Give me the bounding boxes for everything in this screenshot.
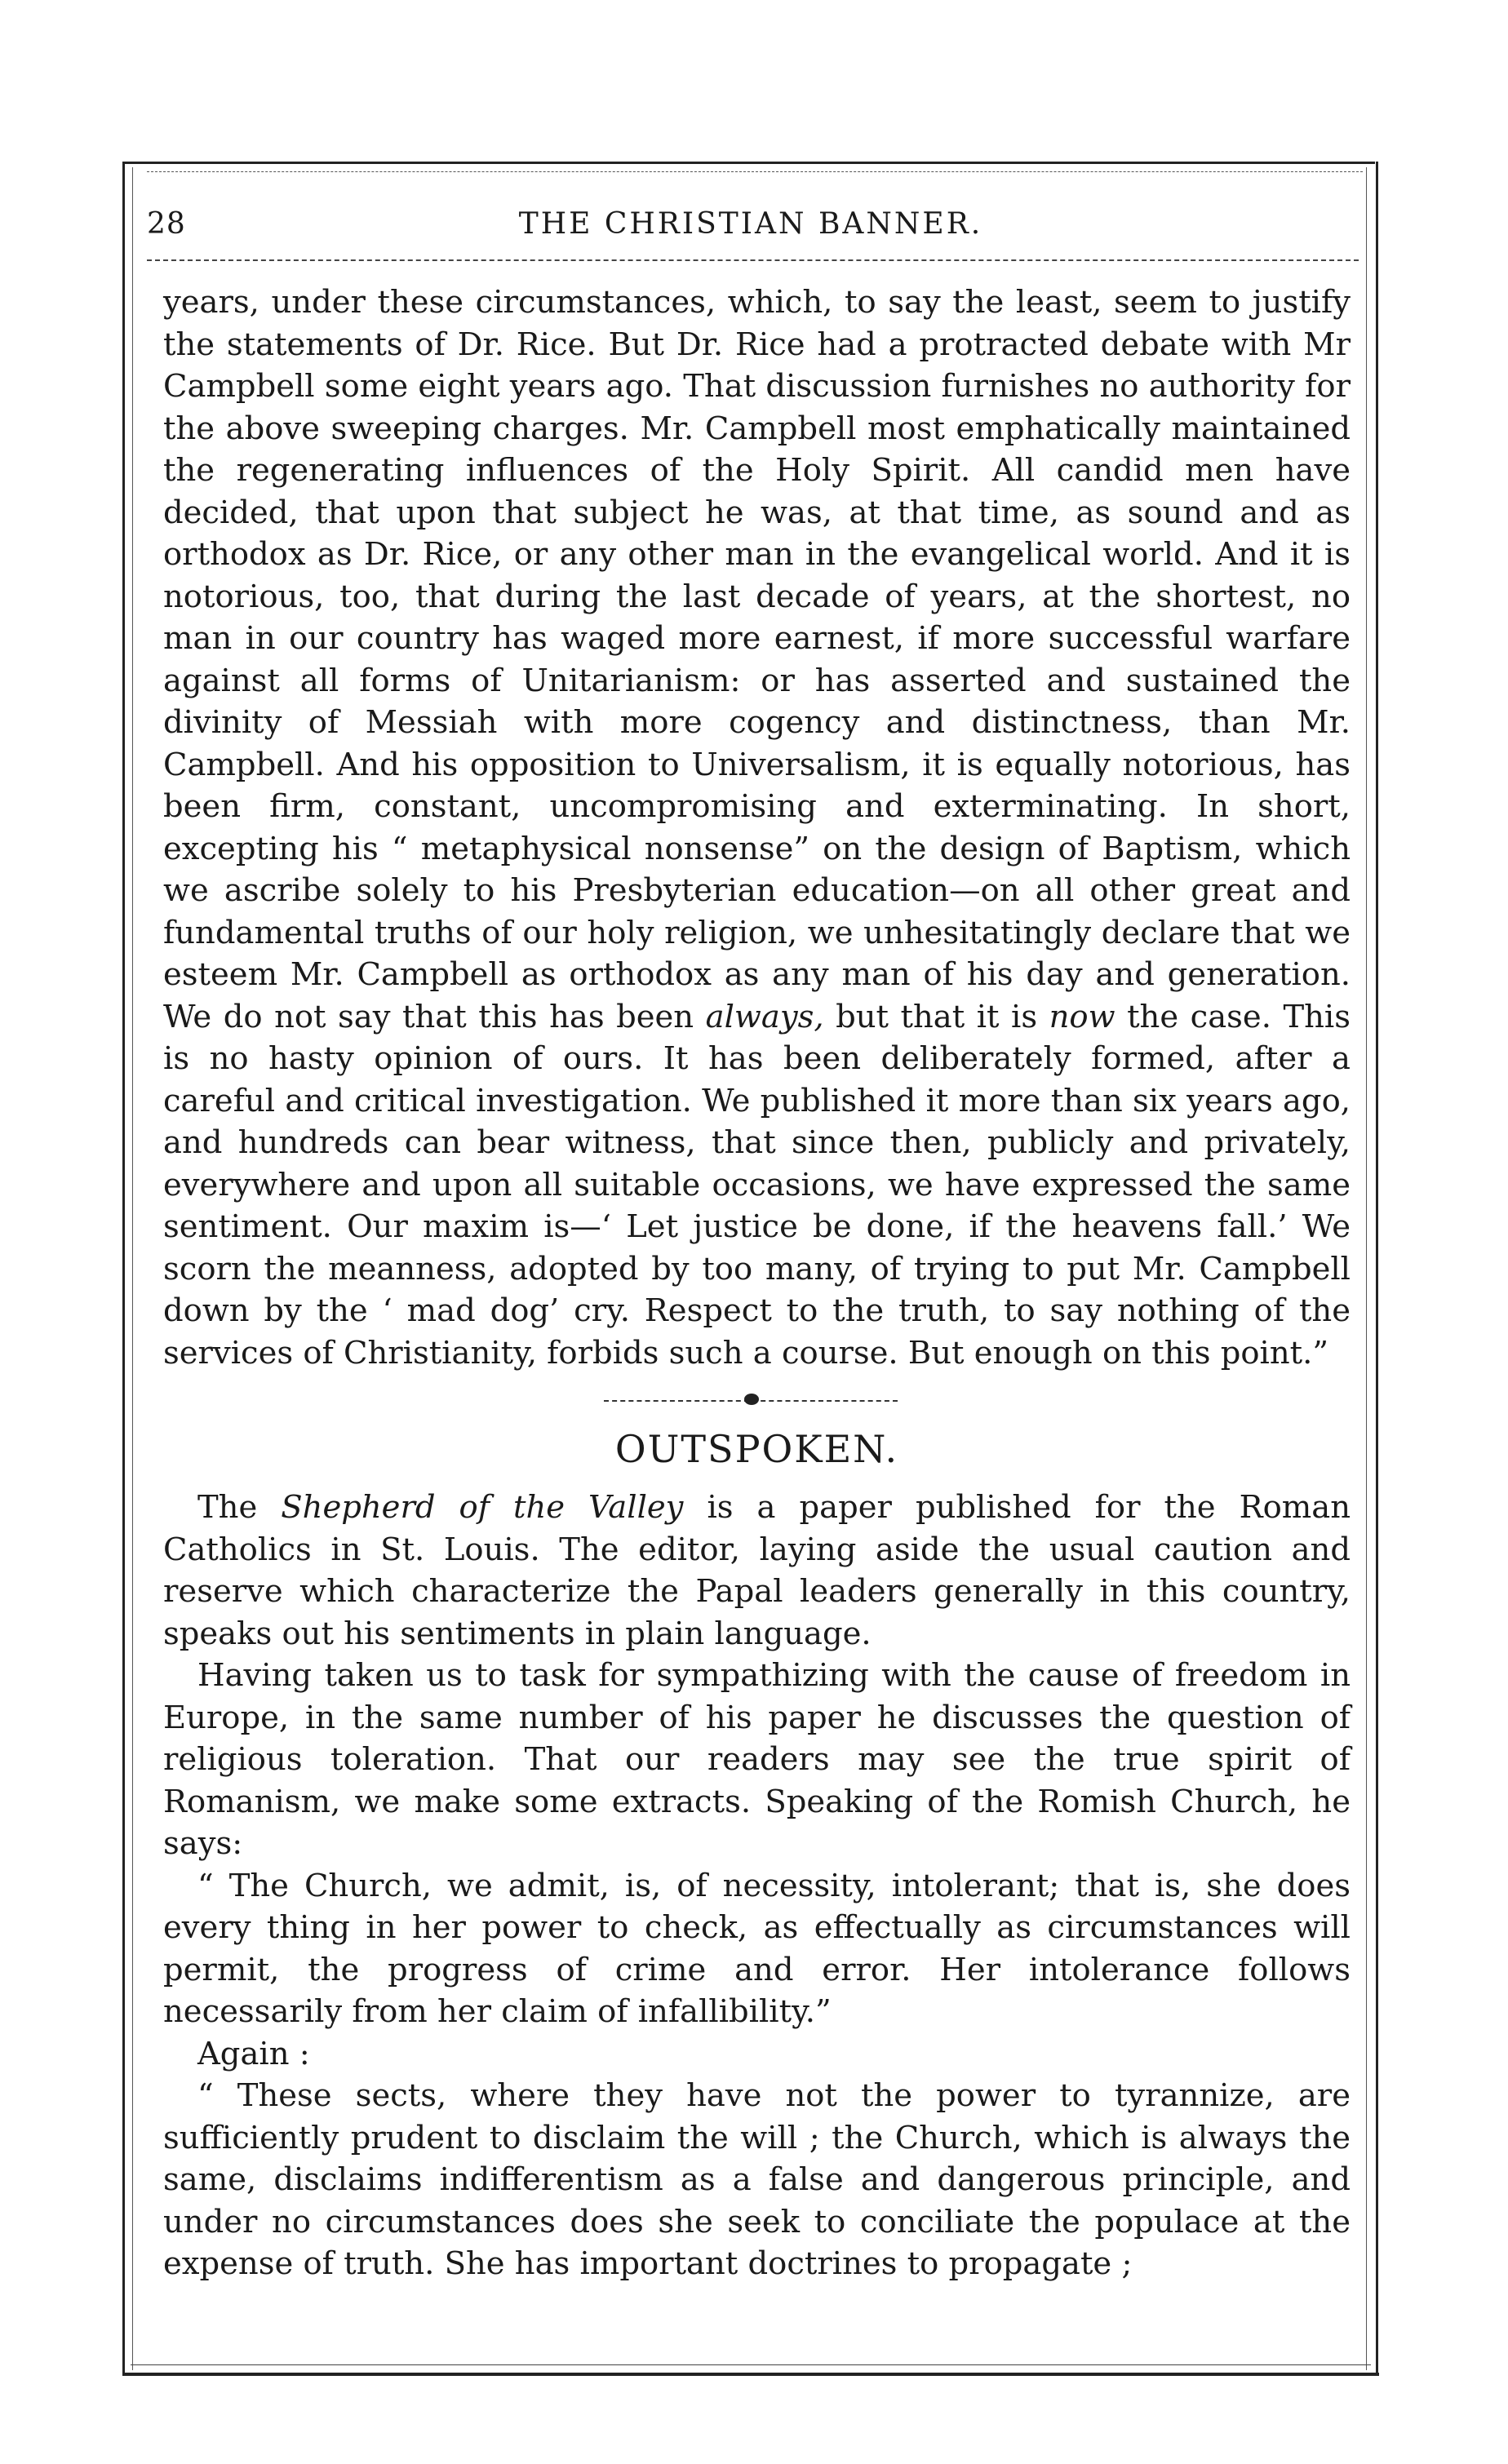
page-number: 28	[147, 207, 186, 241]
right-inner-rule	[1366, 167, 1367, 2370]
article-2-quote-2: “ These sects, where they have not the power to tyrannize, are sufficiently prudent to disclaim the will ; the Church, which is always the same, disclaims indifferentism as a false and dangerous principle, and under no circumstances does she seek to conciliate the populace at the expense of truth. She has important doctrines to propagate ;	[163, 2077, 1351, 2282]
article-1-tail: the case. This is no hasty opinion of ours. It has been deliberately formed, after a careful and critical investigation. We published it more than six years ago, and hundreds can bear witness, that since then, publicly and privately, everywhere and upon all suitable occasions, we have expressed the same sentiment. Our maxim is—‘ Let justice be done, if the heavens fall.’ We scorn the meanness, adopted by too many, of trying to put Mr. Campbell down by the ‘ mad dog’ cry. Respect to the truth, to say nothing of the services of Christianity, forbids such a course. But enough on this point.”	[163, 998, 1351, 1372]
top-inner-rule	[147, 171, 1363, 172]
bottom-inner-rule	[131, 2364, 1371, 2365]
p1-the: The	[197, 1489, 282, 1526]
p1-rest: is a paper published for the Roman Catholics in St. Louis. The editor, laying aside the usual caution and reserve which characterize the Papal leaders generally in this country, speaks out his sentiments in plain language.	[163, 1489, 1351, 1652]
article-1-mid: but that it is	[823, 998, 1049, 1035]
header-rule	[147, 259, 1359, 261]
italic-always: always,	[705, 998, 824, 1035]
page-header	[147, 196, 1355, 245]
section-divider-ornament	[163, 1384, 1351, 1416]
article-2-quote-1: “ The Church, we admit, is, of necessity, intolerant; that is, she does every thing in her power to check, as effectually as circumstances will permit, the progress of crime and error. Her intolerance follows necessarily from her claim of infallibility.”	[163, 1867, 1351, 2030]
running-title: THE CHRISTIAN BANNER.	[518, 207, 983, 241]
italic-now: now	[1049, 998, 1115, 1035]
top-border-rule	[122, 162, 1375, 164]
page-body	[163, 281, 1351, 2285]
left-inner-rule	[132, 167, 133, 2370]
section-heading: OUTSPOKEN.	[614, 1427, 899, 1471]
left-border-rule	[122, 162, 125, 2374]
article-2-paragraph-2: Having taken us to task for sympathizing with the cause of freedom in Europe, in the same number of his paper he discusses the question of religious toleration. That our readers may see the true spirit of Romanism, we make some extracts. Speaking of the Romish Church, he says:	[163, 1657, 1351, 1862]
article-2-paragraph-1	[163, 1487, 1351, 1655]
divider-dot	[744, 1394, 759, 1405]
right-border-rule	[1376, 162, 1378, 2374]
article-1-text: years, under these circumstances, which, to say the least, seem to justify the statements of Dr. Rice. But Dr. Rice had a protracted debate with Mr Campbell some eight years ago. That discussion furnishes no authority for the above sweeping charges. Mr. Campbell most emphatically maintained the regenerating influences of the Holy Spirit. All candid men have decided, that upon that subject he was, at that time, as sound and as orthodox as Dr. Rice, or any other man in the evangelical world. And it is notorious, too, that during the last decade of years, at the shortest, no man in our country has waged more earnest, if more successful warfare against all forms of Unitarianism: or has asserted and sustained the divinity of Messiah with more cogency and distinctness, than Mr. Campbell. And his opposition to Universalism, it is equally notorious, has been firm, constant, uncompromising and exterminating. In short, excepting his “ metaphysical nonsense” on the design of Baptism, which we ascribe solely to his Presbyterian education—on all other great and fundamental truths of our holy religion, we unhesitatingly declare that we esteem Mr. Campbell as orthodox as any man of his day and generation. We do not say that this has been	[163, 284, 1351, 1035]
bottom-border-rule	[122, 2373, 1379, 2376]
p1-italic-title: Shepherd of the Valley	[281, 1489, 684, 1526]
article-1-paragraph	[163, 281, 1351, 1374]
article-2-again: Again :	[197, 2035, 310, 2072]
